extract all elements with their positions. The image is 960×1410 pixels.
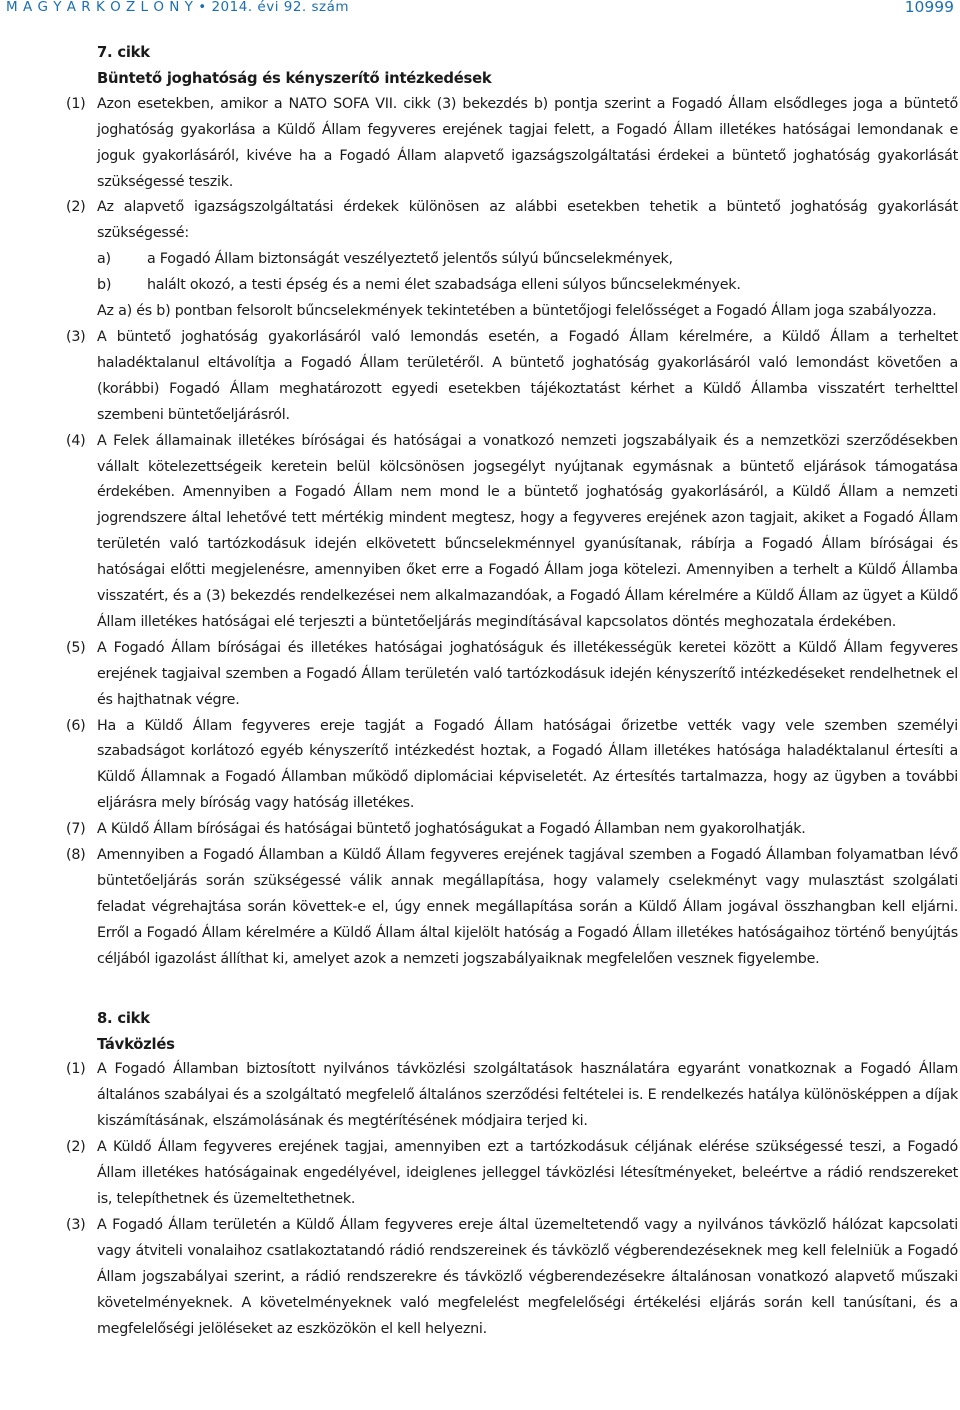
paragraph-number: (8)	[66, 847, 86, 864]
paragraph	[66, 1057, 958, 1135]
paragraph	[66, 429, 958, 636]
list-item	[97, 273, 958, 299]
paragraph-text: A Küldő Állam bíróságai és hatóságai büntető joghatóságukat a Fogadó Államban nem gyakorolhatják.	[97, 821, 806, 838]
page-header	[0, 0, 960, 24]
paragraph-number: (2)	[66, 199, 86, 216]
paragraph	[66, 817, 958, 843]
list-item-label: b)	[97, 277, 112, 294]
paragraph-text: A büntető joghatóság gyakorlásáról való lemondás esetén, a Fogadó Állam kérelmére, a Küldő Állam a terheltet haladéktalanul eltávolítja a Fogadó Állam területéről. A büntető joghatóság gyakorlásáról való lemondást követően a (korábbi) Fogadó Állam meghatározott egyedi esetekben tájékoztatást kérhet a Küldő Államba visszatért terhelttel szembeni büntetőeljárásról.	[97, 328, 958, 423]
list-item	[97, 247, 958, 273]
paragraph	[66, 1213, 958, 1343]
journal-title: M A G Y A R K Ö Z L Ö N Y • 2014. évi 92. szám	[6, 0, 350, 15]
paragraph-number: (2)	[66, 1139, 86, 1156]
paragraph-text: A Fogadó Állam bíróságai és illetékes hatóságai joghatóságuk és illetékességük keretei között a Küldő Állam fegyveres erejének tagjaival szemben a Fogadó Állam területén való tartózkodásuk idején kényszerítő intézkedéseket rendelhetnek el és hajthatnak végre.	[97, 639, 958, 708]
paragraph-number: (3)	[66, 328, 86, 345]
article-7	[66, 40, 958, 973]
article-number: 7. cikk	[97, 44, 150, 61]
paragraph	[66, 195, 958, 325]
paragraph-number: (3)	[66, 1216, 86, 1233]
page-number: 10999	[904, 0, 954, 16]
article-number: 8. cikk	[97, 1009, 150, 1027]
paragraph	[66, 1135, 958, 1213]
paragraph-text: Azon esetekben, amikor a NATO SOFA VII. cikk (3) bekezdés b) pontja szerint a Fogadó Állam elsődleges joga a büntető joghatóság gyakorlása a Küldő Állam fegyveres erejének tagjai felett, a Fogadó Állam illetékes hatóságai lemondanak e joguk gyakorlásáról, kivéve ha a Fogadó Állam alapvető igazságszolgáltatási érdekei a büntető joghatóság gyakorlását szükségessé teszik.	[97, 95, 958, 190]
paragraph-text: A Felek államainak illetékes bíróságai és hatóságai a vonatkozó nemzeti jogszabályaik és a nemzetközi szerződésekben vállalt kötelezettségeik keretein belül kölcsönösen jogsegélyt nyújtanak egymásnak a büntető eljárások támogatása érdekében. Amennyiben a Fogadó Állam nem mond le a büntető joghatóság gyakorlásáról, a Küldő Állam a nemzeti jogrendszere által lehetővé tett mértékig mindent megtesz, hogy a fegyveres erejének azon tagjait, akiket a Fogadó Állam területén való tartózkodásuk idején elkövetett bűncselekménnyel gyanúsítanak, rábírja a Fogadó Állam bíróságai és hatóságai előtti megjelenésre, amennyiben őket erre a Fogadó Állam joga kötelezi. Amennyiben a terhelt a Küldő Államba visszatért, és a (3) bekezdés rendelkezései nem alkalmazandóak, a Fogadó Állam kérelmére a Küldő Állam az ügyet a Küldő Állam illetékes hatóságai elé terjeszti a büntetőeljárás megindításával kapcsolatos döntés meghozatala érdekében.	[97, 432, 958, 630]
article-title: Büntető joghatóság és kényszerítő intézkedések	[97, 69, 492, 87]
paragraph-text: A Küldő Állam fegyveres erejének tagjai, amennyiben ezt a tartózkodásuk céljának elérése szükségessé teszi, a Fogadó Állam illetékes hatóságainak engedélyével, ideiglenes jelleggel távközlési létesítményeket, beleértve a rádió rendszereket is, telepíthetnek és üzemeltethetnek.	[97, 1139, 958, 1207]
list-item-text: a Fogadó Állam biztonságát veszélyeztető jelentős súlyú bűncselekmények,	[147, 251, 673, 268]
article-8	[66, 1006, 958, 1343]
paragraph-number: (1)	[66, 1061, 86, 1078]
paragraph-text: A Fogadó Állam területén a Küldő Állam fegyveres ereje által üzemeltetendő vagy a nyilvános távközlő hálózat kapcsolati vagy átviteli vonalaihoz csatlakoztatandó rádió rendszereinek és távközlő végberendezéseknek meg kell felelniük a Fogadó Állam jogszabályai szerint, a rádió rendszerekre és távközlő végberendezésekre általánosan vonatkozó alapvető műszaki követelményeknek. A követelményeknek való megfelelést megfelelőségi értékelési eljárás során kell tanúsítani, és a megfelelőségi jelöléseket az eszközökön el kell helyezni.	[97, 1216, 958, 1337]
paragraph-number: (6)	[66, 717, 86, 734]
paragraph-number: (5)	[66, 639, 86, 656]
paragraph-number: (7)	[66, 821, 86, 838]
paragraph	[66, 92, 958, 196]
list-item-text: halált okozó, a testi épség és a nemi élet szabadsága elleni súlyos bűncselekmények.	[147, 277, 741, 294]
paragraph	[66, 325, 958, 429]
paragraph-text: A Fogadó Államban biztosított nyilvános távközlési szolgáltatások használatára egyaránt vonatkoznak a Fogadó Állam általános szabályai és a szolgáltató megfelelő általános szerződési feltételei is. E rendelkezés hatálya különösképpen a díjak kiszámításának, elszámolásának és megtérítésének módjaira terjed ki.	[97, 1061, 958, 1130]
paragraph	[66, 714, 958, 818]
paragraph-text: Amennyiben a Fogadó Államban a Küldő Állam fegyveres erejének tagjával szemben a Fogadó Államban folyamatban lévő büntetőeljárás során szükségessé válik annak megállapítása, hogy valamely cselekményt vagy mulasztást szolgálati feladat végrehajtása során követtek-e el, úgy ennek megállapítása során a Küldő Állam jogával összhangban kell eljárni. Erről a Fogadó Állam kérelmére a Küldő Állam által kijelölt hatóság a Fogadó Állam illetékes hatóságaihoz történő benyújtás céljából igazolást állíthat ki, amelyet azok a nemzeti jogszabályaiknak megfelelően vesznek figyelembe.	[97, 847, 958, 967]
document-body	[66, 40, 958, 1342]
paragraph-text: Ha a Küldő Állam fegyveres ereje tagját a Fogadó Állam hatóságai őrizetbe vették vagy vele szemben személyi szabadságot korlátozó egyéb kényszerítő intézkedést hoztak, a Fogadó Állam illetékes hatósága haladéktalanul értesíti a Küldő Államnak a Fogadó Államban működő diplomáciai képviseletét. Az értesítés tartalmazza, hogy az ügyben a további eljárásra mely bíróság vagy hatóság illetékes.	[97, 717, 958, 812]
paragraph	[66, 636, 958, 714]
paragraph-number: (4)	[66, 432, 86, 449]
paragraph-text: Az alapvető igazságszolgáltatási érdekek különösen az alábbi esetekben tehetik a büntető joghatóság gyakorlását szükségessé:	[97, 199, 958, 242]
paragraph	[66, 843, 958, 973]
paragraph-number: (1)	[66, 95, 86, 112]
article-title: Távközlés	[97, 1035, 175, 1053]
list-item-label: a)	[97, 251, 111, 268]
paragraph-continuation: Az a) és b) pontban felsorolt bűncselekmények tekintetében a büntetőjogi felelősséget a Fogadó Állam joga szabályozza.	[97, 303, 937, 320]
